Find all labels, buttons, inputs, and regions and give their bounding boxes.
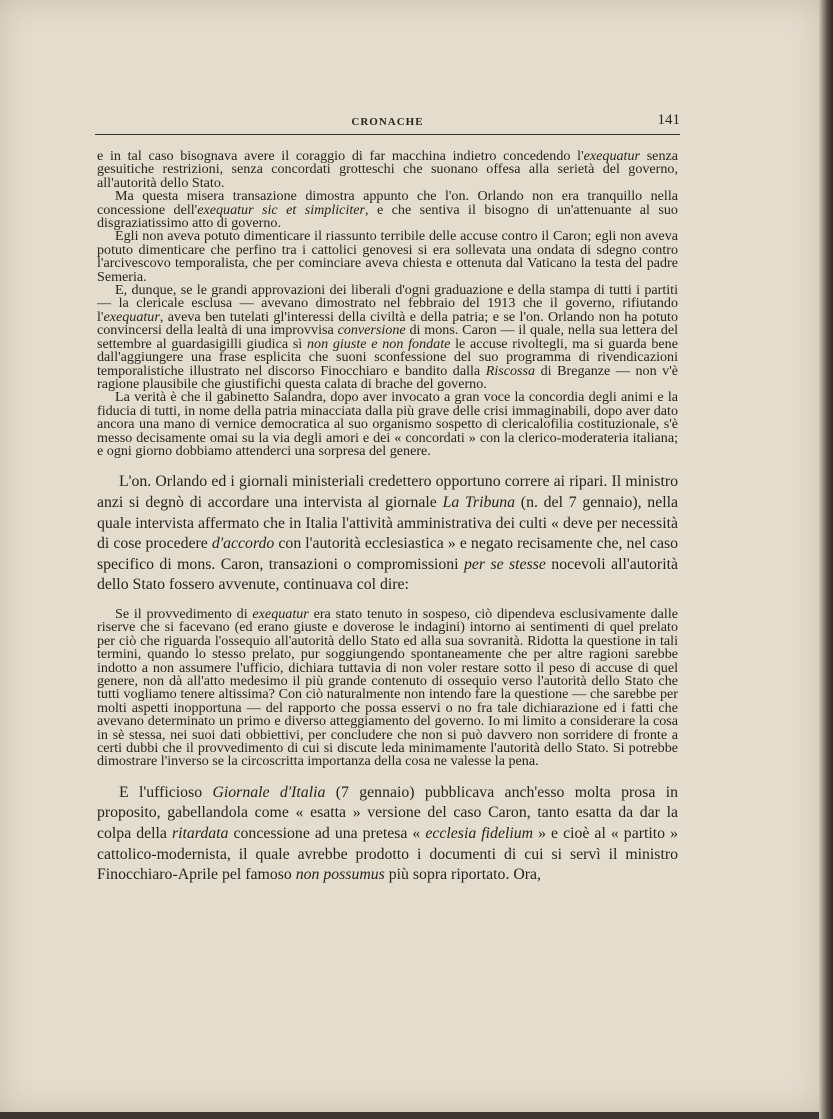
text-run: concessione ad una pretesa « (228, 824, 426, 842)
paragraph (97, 391, 678, 458)
text-run: » e cioè al « partito » cattolico-modernista, il quale avrebbe prodotto i documenti di cui si servì il ministro Finocchiaro-Aprile pel famoso (97, 824, 678, 884)
running-title: CRONACHE (351, 116, 424, 128)
text-run: , e che sentiva il bisogno di un'attenuante al suo disgraziatissimo atto di governo. (97, 201, 678, 232)
text-run: Se il provvedimento di (115, 605, 253, 622)
italic-text: Riscossa (485, 362, 536, 379)
text-run: era stato tenuto in sospeso, ciò dipendeva esclusivamente dalle riserve che si facevano (ed erano giuste e doverose le indagini) intorno ai sentimenti di quel prelato per ciò che riguarda l'ossequio all'autorità dello Stato ed alla sua sovranità. Ridotta la questione in tali termini, quando lo stesso prelato, pur soggiungendo spontaneamente che per altre ragioni sarebbe indotto a non assumere l'ufficio, dichiara tuttavia di non voler restare sotto il peso di accuse di quel genere, non dà all'atto medesimo il più grande contenuto di ossequio verso l'autorità dello Stato che tutti vogliamo tenere altissima? Con ciò naturalmente non intendo fare la questione — che sarebbe per molti aspetti inopportuna — del rapporto che possa esservi o no fra tale dichiarazione ed i fatti che avevano determinato un primo e diverso atteggiamento del governo. Io mi limito a considerare la cosa in sè stessa, nei suoi dati obbiettivi, per concludere che non si può davvero non sorridere di fronte a certi dubbi che il provvedimento di cui si discute leda minimamente l'autorità dello Stato. Si potrebbe dimostrare l'inverso se la circoscritta importanza della cosa ne valesse la pena. (97, 605, 678, 770)
paragraph (97, 150, 678, 190)
text-run: con l'autorità ecclesiastica » e negato recisamente che, nel caso specifico di mons. Caron, transazioni o compromissioni (97, 535, 678, 573)
running-header (95, 112, 680, 135)
italic-text: non possumus (295, 866, 385, 884)
italic-text: conversione (337, 322, 406, 339)
text-run: La verità è che il gabinetto Salandra, dopo aver invocato a gran voce la concordia degli animi e la fiducia di tutti, in nome della patria minacciata dalla più grave delle crisi immaginabili, dopo aver dato ancora una mano di vernice democratica al suo organismo sospetto di clericalofilia costituzionale, s'è messo decisamente omai su la via degli amori e dei « concordati » con la clerico-moderateria italiana; e ogni giorno dobbiamo attenderci una sorpresa del genere. (97, 389, 678, 459)
body-text (97, 150, 678, 898)
body-section (97, 783, 678, 886)
italic-text: Giornale d'Italia (212, 783, 326, 801)
text-run: senza gesuitiche restrizioni, senza concordati grotteschi che suonano offesa alla serietà del governo, all'autorità dello Stato. (97, 148, 678, 191)
italic-text: d'accordo (211, 535, 275, 553)
text-run: di Breganze — non v'è ragione plausibile che giustifichi questa calata di brache del governo. (97, 362, 678, 392)
text-run: (n. del 7 gennaio), nella quale intervista affermato che in Italia l'attività amministrativa dei culti « deve per necessità di cose procedere (97, 493, 679, 553)
italic-text: La Tribuna (442, 493, 516, 511)
paragraph (97, 284, 678, 391)
italic-text: ecclesia fidelium (425, 824, 534, 842)
italic-text: exequatur (103, 308, 160, 325)
small-print-section (97, 150, 678, 458)
paragraph (97, 605, 678, 770)
book-spine-edge (819, 0, 833, 1119)
italic-text: exequatur (583, 148, 640, 164)
text-run: Egli non aveva potuto dimenticare il riassunto terribile delle accuse contro il Caron; egli non aveva potuto dimenticare che perfino tra i cattolici genovesi si era sollevata una ondata di sdegno contro l'arcivescovo temporalista, che per cominciare aveva chiesta e ottenuta dal Vaticano la testa del padre Semeria. (97, 228, 678, 285)
text-run: , aveva ben tutelati gl'interessi della civiltà e della patria; e se l'on. Orlando non ha potuto convincersi della lealtà di una improvvisa (97, 308, 678, 339)
paragraph (97, 783, 678, 886)
text-run: le accuse rivoltegli, ma si guarda bene dall'aggiungere una frase esplicita che suoni sconfessione del suo programma di rivendicazioni temporalistiche illustrato nel discorso Finocchiaro e bandito dalla (97, 335, 678, 379)
text-run: E, dunque, se le grandi approvazioni dei liberali d'ogni graduazione e della stampa di tutti i partiti — la clericale esclusa — avevano dimostrato nel febbraio del 1913 che il governo, rifiutando l' (97, 282, 678, 325)
body-section (97, 472, 678, 596)
italic-text: ritardata (171, 824, 229, 842)
text-run: L'on. Orlando ed i giornali ministeriali credettero opportuno correre ai ripari. Il ministro anzi si degnò di accordare una intervista al giornale (97, 473, 678, 511)
italic-text: exequatur sic et simpliciter (197, 201, 366, 218)
text-run: Ma questa misera transazione dimostra appunto che l'on. Orlando non era tranquillo nella concessione dell' (97, 188, 678, 218)
paragraph (97, 472, 678, 596)
italic-text: non giuste e non fondate (306, 335, 451, 352)
paragraph (97, 230, 678, 284)
text-run: e in tal caso bisognava avere il coraggio di far macchina indietro concedendo l' (97, 148, 584, 164)
text-run: nocevoli all'autorità dello Stato fossero avvenute, continuava col dire: (97, 555, 678, 594)
text-run: di mons. Caron — il quale, nella sua lettera del settembre al guardasigilli giudica sì (97, 322, 678, 352)
block-quote (97, 605, 678, 770)
text-run: E l'ufficioso (119, 783, 213, 801)
italic-text: per se stesse (463, 555, 546, 573)
italic-text: exequatur (252, 605, 309, 622)
text-run: più sopra riportato. Ora, (384, 866, 541, 884)
paragraph (97, 190, 678, 230)
text-run: (7 gennaio) pubblicava anch'esso molta prosa in proposito, gabellandola come « esatta » versione del caso Caron, tanto esatta da dar la colpa della (97, 783, 678, 842)
page-number: 141 (657, 112, 680, 128)
